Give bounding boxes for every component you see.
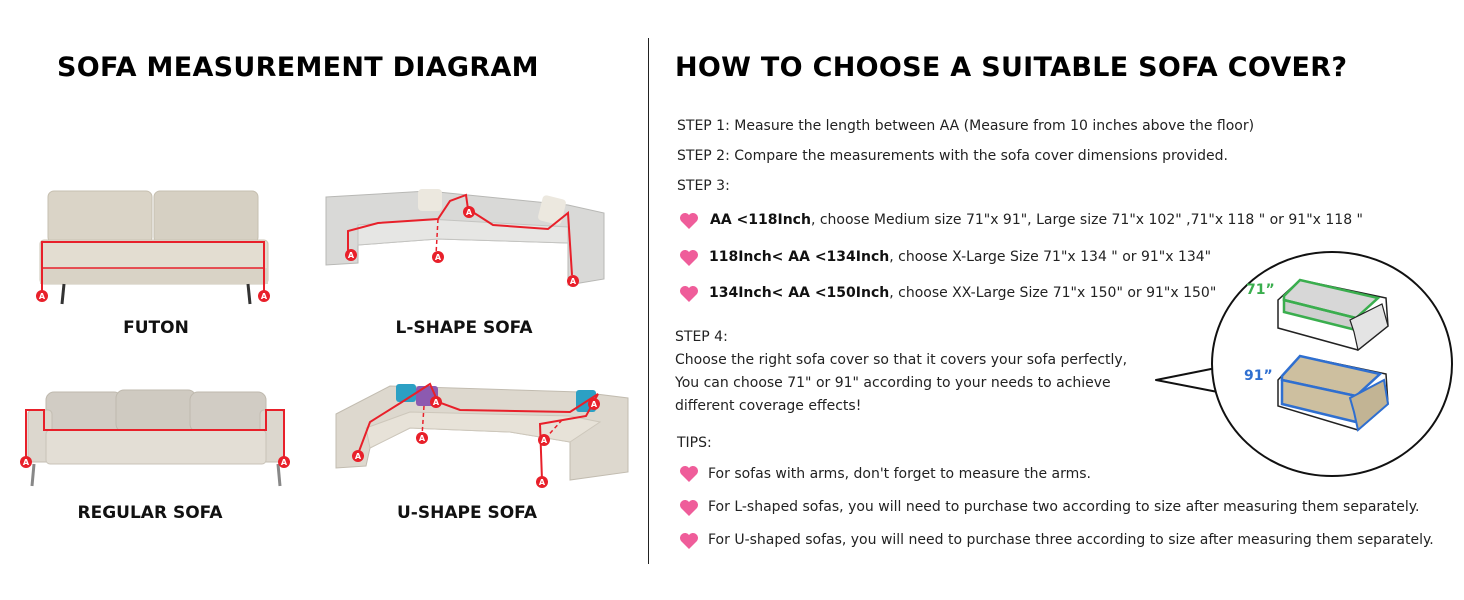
column-divider [648,38,649,564]
svg-text:A: A [347,251,355,260]
tip-item: For L-shaped sofas, you will need to purchase two according to size after measuring them separately. [708,499,1420,515]
u-shape-illustration [330,376,630,492]
size-desc: , choose XX-Large Size 71"x 150" or 91"x 150" [889,285,1217,301]
size-desc: , choose X-Large Size 71"x 134 " or 91"x 134" [889,249,1212,265]
left-title: SOFA MEASUREMENT DIAGRAM [57,52,539,83]
size-range: AA <118Inch [710,212,811,228]
size-desc: , choose Medium size 71"x 91", Large size 71"x 102" ,71"x 118 " or 91"x 118 " [810,212,1363,228]
svg-text:A: A [465,208,473,217]
futon-label: FUTON [123,318,189,338]
heart-icon [679,499,699,517]
label-91: 91” [1244,368,1273,384]
size-row-xlarge [709,248,1211,266]
step4-title: STEP 4: [675,329,728,345]
svg-text:A: A [434,253,442,262]
svg-text:A: A [280,458,288,467]
svg-text:A: A [569,277,577,286]
heart-icon [679,212,699,230]
svg-text:A: A [260,292,268,301]
step1-text: STEP 1: Measure the length between AA (Measure from 10 inches above the floor) [677,118,1255,134]
svg-text:A: A [38,292,46,301]
coverage-bubble [1150,246,1458,490]
svg-text:A: A [538,478,546,487]
l-shape-illustration [318,183,613,293]
svg-text:A: A [22,458,30,467]
svg-text:A: A [418,434,426,443]
heart-icon [679,465,699,483]
right-title: HOW TO CHOOSE A SUITABLE SOFA COVER? [675,52,1348,83]
svg-text:A: A [432,398,440,407]
size-row-medium [710,211,1363,229]
step4-line: different coverage effects! [675,398,862,414]
regular-sofa-label: REGULAR SOFA [77,503,223,523]
step2-text: STEP 2: Compare the measurements with the sofa cover dimensions provided. [677,148,1228,164]
tip-item: For U-shaped sofas, you will need to purchase three according to size after measuring them separately. [708,532,1434,548]
regular-sofa-illustration [16,386,296,492]
heart-icon [679,532,699,550]
svg-text:A: A [590,400,598,409]
size-row-xxlarge [709,284,1216,302]
futon-illustration [28,188,278,310]
size-range: 118Inch< AA <134Inch [709,249,890,265]
heart-icon [679,249,699,267]
size-range: 134Inch< AA <150Inch [709,285,890,301]
svg-text:A: A [354,452,362,461]
label-71: 71” [1246,282,1275,298]
heart-icon [679,285,699,303]
tips-title: TIPS: [677,435,712,451]
step3-title: STEP 3: [677,178,730,194]
u-shape-label: U-SHAPE SOFA [397,503,537,523]
step4-line: You can choose 71" or 91" according to your needs to achieve [675,375,1111,391]
tip-item: For sofas with arms, don't forget to measure the arms. [708,466,1091,482]
svg-text:A: A [540,436,548,445]
step4-line: Choose the right sofa cover so that it covers your sofa perfectly, [675,352,1128,368]
l-shape-label: L-SHAPE SOFA [395,318,533,338]
